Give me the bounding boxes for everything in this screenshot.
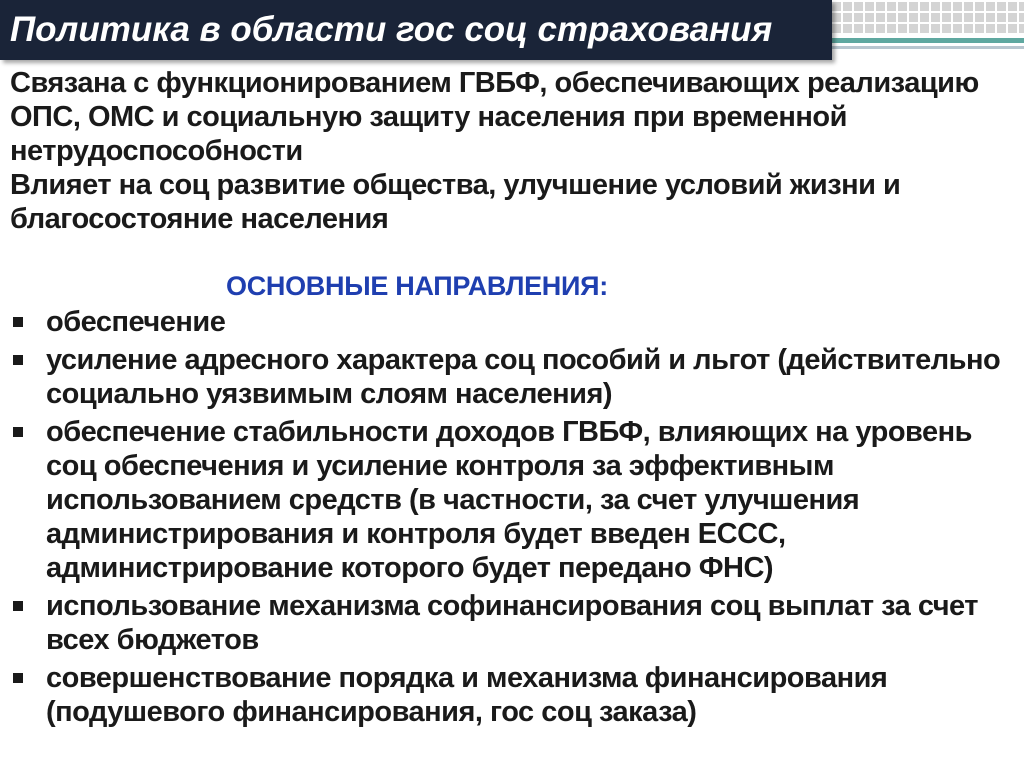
decorative-teal-line (830, 38, 1024, 43)
bullet-text: совершенствование порядка и механизма финансирования (подушевого финансирования, гос соц заказа) (46, 662, 888, 728)
bullet-item (0, 589, 1024, 657)
bullet-text: обеспечение стабильности доходов ГВБФ, влияющих на уровень соц обеспечения и усиление контроля за эффективным использованием средств (в частности, за счет улучшения администрирования и контроля будет введен ЕССС, администрирование которого будет передано ФНС) (46, 416, 972, 584)
square-bullet-icon (13, 427, 23, 437)
square-bullet-icon (13, 317, 23, 327)
bullet-list (0, 305, 1024, 733)
slide-title: Политика в области гос соц страхования (10, 10, 773, 49)
header-decoration (830, 0, 1024, 60)
bullet-text: обеспечение (46, 306, 226, 338)
bullet-item (0, 343, 1024, 411)
section-heading: ОСНОВНЫЕ НАПРАВЛЕНИЯ: (226, 271, 608, 301)
square-bullet-icon (13, 601, 23, 611)
bullet-item (0, 305, 1024, 339)
bullet-text: использование механизма софинансирования соц выплат за счет всех бюджетов (46, 590, 978, 656)
square-bullet-icon (13, 673, 23, 683)
square-bullet-icon (13, 355, 23, 365)
decorative-grey-line (830, 46, 1024, 49)
bullet-text: усиление адресного характера соц пособий и льгот (действительно социально уязвимым слоям населения) (46, 344, 1001, 410)
bullet-item (0, 661, 1024, 729)
title-bar (0, 0, 832, 60)
intro-paragraph: Связана с функционированием ГВБФ, обеспечивающих реализацию ОПС, ОМС и социальную защиту населения при временной нетрудоспособности (10, 67, 979, 167)
intro-paragraph: Влияет на соц развитие общества, улучшение условий жизни и благосостояние населения (10, 169, 901, 235)
bullet-item (0, 415, 1024, 585)
intro-text (10, 66, 1014, 236)
decorative-grid (830, 0, 1024, 34)
